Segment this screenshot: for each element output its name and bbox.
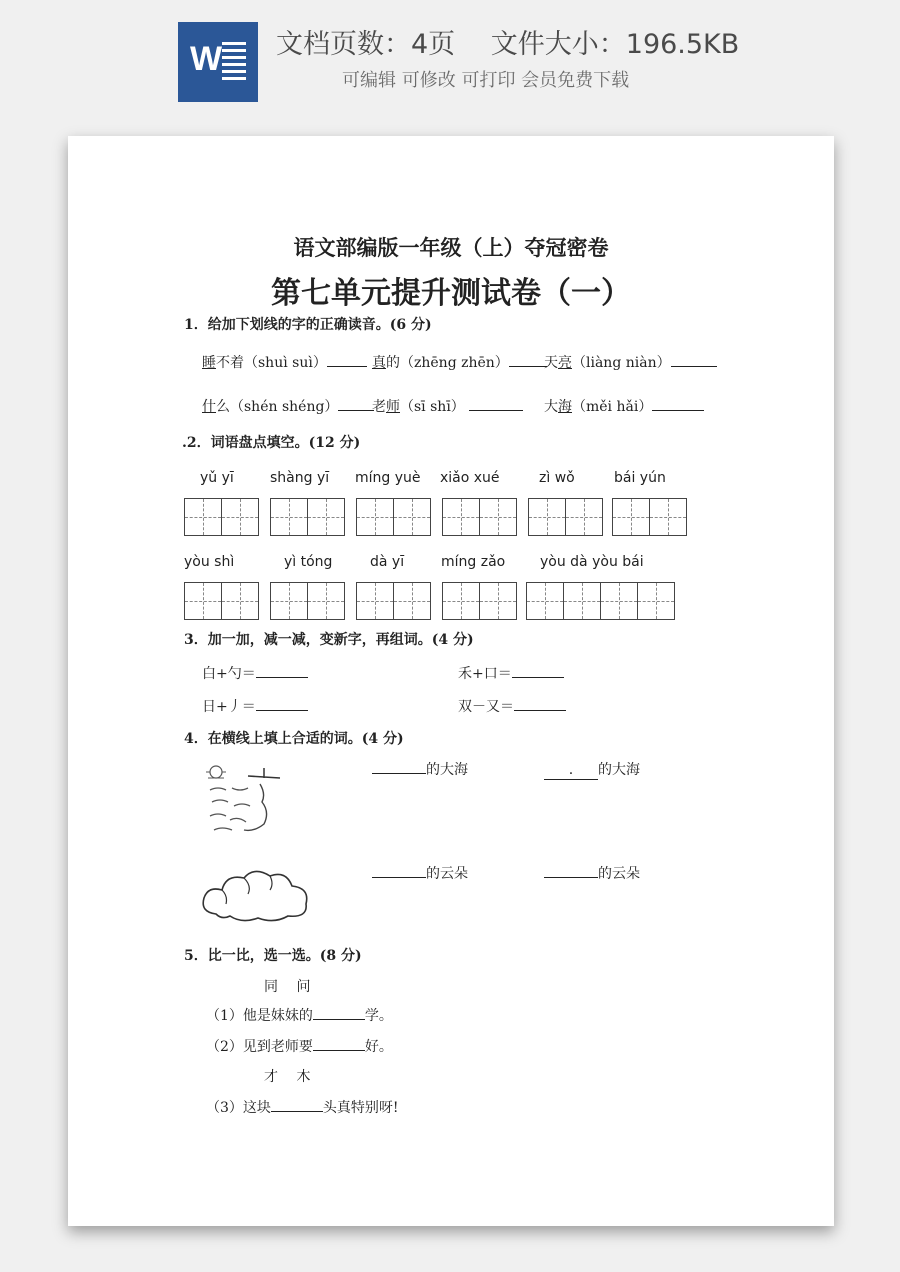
q5-sentence-text: （3）这块 <box>206 1100 271 1116</box>
q1-item-text: （liàng niàn） <box>572 355 671 371</box>
writing-cell[interactable] <box>612 498 650 536</box>
q3-item-4 <box>458 696 566 716</box>
answer-blank[interactable] <box>509 352 547 367</box>
q1-item-text: 不着（shuì suì） <box>216 355 327 371</box>
writing-cell[interactable] <box>356 498 394 536</box>
writing-cell[interactable] <box>184 582 222 620</box>
q4-sea-text: 的大海 <box>598 762 640 778</box>
q1-underlined-char: 亮 <box>558 355 572 371</box>
cloud-illustration <box>198 864 314 926</box>
q1-item-3 <box>544 352 717 372</box>
q1-item-prefix: 天 <box>544 355 558 371</box>
q4-sea-2 <box>544 759 640 780</box>
writing-cell[interactable] <box>442 498 480 536</box>
pinyin-label: yǔ yī <box>200 470 234 486</box>
tianzige-box[interactable] <box>184 582 259 620</box>
file-info-title: 文档页数：4页 文件大小：196.5KB <box>276 29 740 60</box>
answer-blank[interactable] <box>313 1005 365 1020</box>
tianzige-box[interactable] <box>356 582 431 620</box>
answer-blank[interactable] <box>512 663 564 678</box>
writing-cell[interactable] <box>479 498 517 536</box>
pinyin-label: zì wǒ <box>539 470 575 486</box>
writing-cell[interactable] <box>270 582 308 620</box>
q5-sentence-2 <box>206 1036 393 1056</box>
q5-heading: 5．比一比，选一选。(8 分) <box>184 948 362 964</box>
q1-item-prefix: 大 <box>544 399 558 415</box>
writing-cell[interactable] <box>270 498 308 536</box>
answer-blank[interactable] <box>469 396 523 411</box>
q3-formula: 双－又＝ <box>458 699 514 715</box>
writing-cell[interactable] <box>221 498 259 536</box>
writing-cell[interactable] <box>528 498 566 536</box>
q4-heading: 4．在横线上填上合适的词。(4 分) <box>184 731 404 747</box>
tianzige-box[interactable] <box>528 498 603 536</box>
pinyin-label: yòu dà yòu bái <box>540 554 644 570</box>
file-info-subtitle: 可编辑 可修改 可打印 会员免费下载 <box>342 70 630 91</box>
writing-cell[interactable] <box>637 582 675 620</box>
q1-item-4 <box>202 396 374 416</box>
answer-blank[interactable] <box>372 863 426 878</box>
q3-item-2 <box>458 663 564 683</box>
q5-sentence-3 <box>206 1097 399 1117</box>
tianzige-box[interactable] <box>356 498 431 536</box>
answer-blank[interactable] <box>544 863 598 878</box>
q1-item-text: 的（zhēng zhēn） <box>386 355 509 371</box>
q4-cloud-2 <box>544 863 640 883</box>
tianzige-box[interactable] <box>612 498 687 536</box>
q3-formula: 白+勺＝ <box>202 666 256 682</box>
pinyin-label: bái yún <box>614 470 666 486</box>
writing-cell[interactable] <box>649 498 687 536</box>
writing-cell[interactable] <box>221 582 259 620</box>
tianzige-box[interactable] <box>270 498 345 536</box>
document-page <box>68 136 834 1226</box>
q5-sentence-text: 学。 <box>364 1008 393 1024</box>
tianzige-box[interactable] <box>184 498 259 536</box>
q1-item-6 <box>544 396 704 416</box>
q4-sea-text: 的大海 <box>426 762 468 778</box>
q5-choices-2: 才 木 <box>264 1069 311 1085</box>
q5-sentence-text: 好。 <box>364 1039 393 1055</box>
pinyin-label: míng zǎo <box>441 554 506 570</box>
q1-item-text: （sī shī） <box>400 399 465 415</box>
q1-underlined-char: 睡 <box>202 355 216 371</box>
writing-cell[interactable] <box>479 582 517 620</box>
writing-cell[interactable] <box>356 582 394 620</box>
q1-item-text: 么（shén shéng） <box>216 399 339 415</box>
q3-item-1 <box>202 663 308 683</box>
writing-cell[interactable] <box>563 582 601 620</box>
answer-blank[interactable] <box>652 396 704 411</box>
q1-item-prefix: 老 <box>372 399 386 415</box>
writing-cell[interactable] <box>307 582 345 620</box>
q3-heading: 3．加一加，减一减，变新字，再组词。(4 分) <box>184 632 474 648</box>
q1-item-5 <box>372 396 523 416</box>
q1-underlined-char: 什 <box>202 399 216 415</box>
pinyin-label: yì tóng <box>284 554 333 570</box>
answer-blank[interactable] <box>271 1097 323 1112</box>
q5-sentence-text: （1）他是妹妹的 <box>206 1008 313 1024</box>
word-w-letter-icon: W <box>190 40 223 78</box>
q4-cloud-1 <box>372 863 468 883</box>
writing-cell[interactable] <box>184 498 222 536</box>
pinyin-label: dà yī <box>370 554 405 570</box>
exam-subtitle: 语文部编版一年级（上）夺冠密卷 <box>293 235 609 260</box>
q2-heading: .2．词语盘点填空。(12 分) <box>182 435 361 451</box>
document-lines-icon <box>222 42 246 84</box>
q5-sentence-1 <box>206 1005 393 1025</box>
q1-underlined-char: 海 <box>558 399 572 415</box>
word-document-icon <box>178 22 258 102</box>
q5-sentence-text: （2）见到老师要 <box>206 1039 313 1055</box>
writing-cell[interactable] <box>442 582 480 620</box>
writing-cell[interactable] <box>307 498 345 536</box>
pinyin-label: míng yuè <box>355 470 421 486</box>
q1-underlined-char: 师 <box>386 399 400 415</box>
q4-cloud-text: 的云朵 <box>598 866 640 882</box>
writing-cell[interactable] <box>565 498 603 536</box>
writing-cell[interactable] <box>600 582 638 620</box>
pinyin-label: xiǎo xué <box>440 470 500 486</box>
tianzige-box[interactable] <box>270 582 345 620</box>
sea-illustration <box>204 762 284 840</box>
writing-cell[interactable] <box>526 582 564 620</box>
q1-item-2 <box>372 352 547 372</box>
q1-item-text: （měi hǎi） <box>572 399 653 415</box>
answer-blank[interactable] <box>372 759 426 774</box>
q5-choices-1: 同 问 <box>264 979 311 995</box>
answer-blank[interactable]: . <box>544 765 598 780</box>
q5-sentence-text: 头真特别呀! <box>322 1100 399 1116</box>
tianzige-box[interactable] <box>526 582 675 620</box>
q3-formula: 禾+口＝ <box>458 666 512 682</box>
answer-blank[interactable] <box>327 352 367 367</box>
q3-item-3 <box>202 696 308 716</box>
answer-blank[interactable] <box>256 663 308 678</box>
exam-title: 第七单元提升测试卷（一） <box>271 276 631 311</box>
q1-item-1 <box>202 352 367 372</box>
tianzige-box[interactable] <box>442 498 517 536</box>
answer-blank[interactable] <box>256 696 308 711</box>
answer-blank[interactable] <box>338 396 374 411</box>
answer-blank[interactable] <box>514 696 566 711</box>
q3-formula: 日+丿＝ <box>202 699 256 715</box>
tianzige-box[interactable] <box>442 582 517 620</box>
writing-cell[interactable] <box>393 582 431 620</box>
pinyin-label: yòu shì <box>184 554 235 570</box>
q1-underlined-char: 真 <box>372 355 386 371</box>
q4-sea-1 <box>372 759 468 779</box>
q4-cloud-text: 的云朵 <box>426 866 468 882</box>
pinyin-label: shàng yī <box>270 470 330 486</box>
answer-blank[interactable] <box>671 352 717 367</box>
q1-heading: 1．给加下划线的字的正确读音。(6 分) <box>184 317 432 333</box>
writing-cell[interactable] <box>393 498 431 536</box>
answer-blank[interactable] <box>313 1036 365 1051</box>
